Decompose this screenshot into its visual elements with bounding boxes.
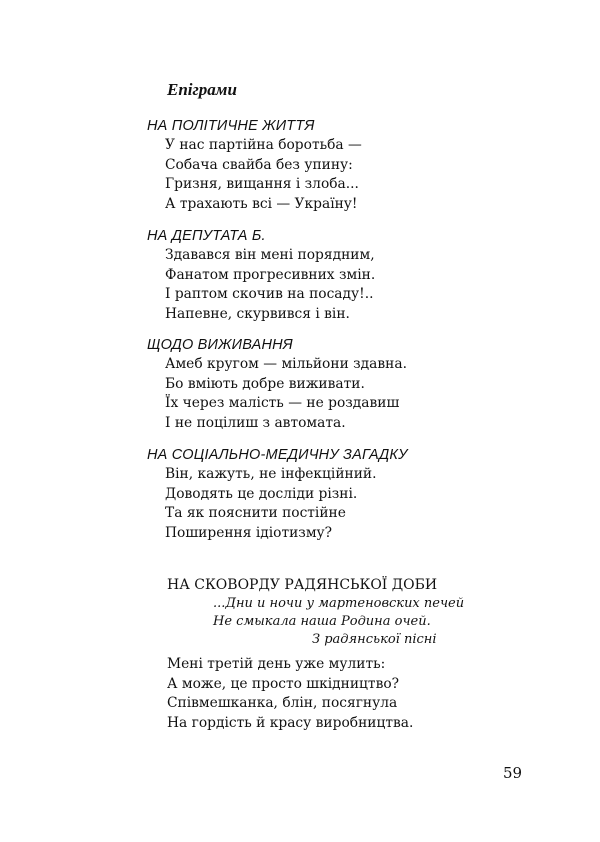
- poem-line: Собача свайба без упину:: [165, 156, 353, 173]
- poem-line: І раптом скочив на посаду!..: [165, 286, 374, 302]
- poem-line: Мені третій день уже мулить:: [167, 656, 386, 672]
- poem-line: А трахають всі — Україну!: [165, 195, 358, 212]
- epigram-1: [147, 117, 362, 214]
- poem-line: Поширення ідіотизму?: [165, 524, 333, 541]
- page-title: Епіграми: [167, 80, 237, 99]
- poem-line: Та як пояснити постійне: [165, 505, 346, 521]
- epigram-4: [147, 446, 408, 543]
- poem-line: Амеб кругом — мільйони здавна.: [165, 356, 407, 372]
- epigram-heading: НА СОЦІАЛЬНО-МЕДИЧНУ ЗАГАДКУ: [147, 447, 408, 463]
- poem-line: Він, кажуть, не інфекційний.: [165, 466, 377, 482]
- poem-line: Напевне, скурвився і він.: [165, 305, 350, 322]
- epigram-heading: НА ДЕПУТАТА Б.: [147, 228, 266, 244]
- epigram-3: [147, 336, 407, 433]
- poem-line: Бо вміють добре виживати.: [165, 375, 365, 392]
- epigraph: [167, 595, 464, 649]
- poem-line: І не поцілиш з автомата.: [165, 414, 346, 431]
- epigraph-source: З радянської пісні: [312, 632, 437, 647]
- poem-heading: НА СКОВОРДУ РАДЯНСЬКОЇ ДОБИ: [167, 577, 438, 593]
- poem-line: А може, це просто шкідництво?: [167, 675, 400, 692]
- epigram-heading: НА ПОЛІТИЧНЕ ЖИТТЯ: [147, 118, 315, 134]
- poem-skovorda: [167, 576, 464, 733]
- epigraph-line: Не смыкала наша Родина очей.: [213, 614, 431, 629]
- page-number: 59: [503, 764, 523, 782]
- epigraph-line: ...Дни и ночи у мартеновских печей: [213, 596, 465, 611]
- poem-line: Здавався він мені порядним,: [165, 247, 375, 263]
- poem-line: Фанатом прогресивних змін.: [165, 266, 376, 283]
- epigram-heading: ЩОДО ВИЖИВАННЯ: [147, 337, 293, 353]
- poem-line: Гризня, вищання і злоба...: [165, 176, 359, 192]
- poem-line: Співмешканка, блін, посягнула: [167, 695, 398, 711]
- poem-line: На гордість й красу виробництва.: [167, 714, 414, 731]
- poem-line: Їх через малість — не роздавиш: [165, 395, 400, 411]
- poem-line: Доводять це досліди різні.: [165, 485, 358, 502]
- epigram-2: [147, 227, 375, 324]
- poem-line: У нас партійна боротьба —: [165, 137, 362, 153]
